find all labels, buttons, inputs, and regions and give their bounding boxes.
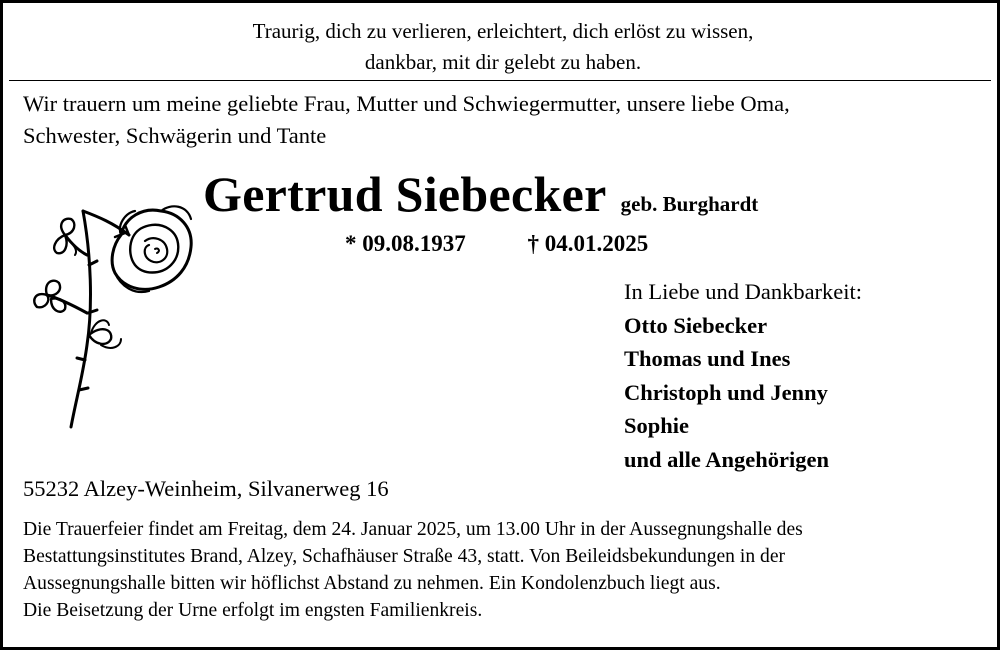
mourners-block: [624, 275, 862, 476]
motto: [3, 16, 1000, 78]
motto-line: Traurig, dich zu verlieren, erleichtert, dich erlöst zu wissen,: [252, 19, 754, 43]
mourner-name: Sophie: [624, 413, 690, 438]
service-details: [23, 516, 803, 624]
motto-line: dankbar, mit dir gelebt zu haben.: [364, 50, 642, 74]
deceased-name: Gertrud Siebecker: [203, 166, 607, 222]
mourner-name: und alle Angehörigen: [624, 446, 830, 472]
mourner-name: Otto Siebecker: [624, 312, 768, 338]
death-date: † 04.01.2025: [527, 231, 649, 256]
mourners-intro: In Liebe und Dankbarkeit:: [624, 279, 863, 304]
intro-line: Wir trauern um meine geliebte Frau, Mutter und Schwiegermutter, unsere liebe Oma,: [23, 91, 790, 116]
service-line: Die Trauerfeier findet am Freitag, dem 24. Januar 2025, um 13.00 Uhr in der Aussegnungshalle des: [23, 519, 803, 540]
birth-date: * 09.08.1937: [345, 231, 466, 256]
intro-line: Schwester, Schwägerin und Tante: [23, 123, 327, 148]
service-line: Aussegnungshalle bitten wir höflichst Abstand zu nehmen. Ein Kondolenzbuch liegt aus.: [23, 573, 721, 594]
mourner-name: Thomas und Ines: [624, 346, 791, 371]
service-line: Die Beisetzung der Urne erfolgt im engsten Familienkreis.: [23, 600, 483, 621]
service-line: Bestattungsinstitutes Brand, Alzey, Schafhäuser Straße 43, statt. Von Beileidsbekundungen in der: [23, 546, 786, 567]
family-address: 55232 Alzey-Weinheim, Silvanerweg 16: [23, 476, 389, 501]
deceased-name-line: [203, 165, 758, 223]
life-dates: [345, 231, 648, 257]
rose-icon: [21, 195, 201, 433]
divider: [9, 80, 991, 81]
mourner-name: Christoph und Jenny: [624, 379, 828, 405]
intro-text: [23, 88, 790, 152]
maiden-name: geb. Burghardt: [620, 192, 759, 216]
